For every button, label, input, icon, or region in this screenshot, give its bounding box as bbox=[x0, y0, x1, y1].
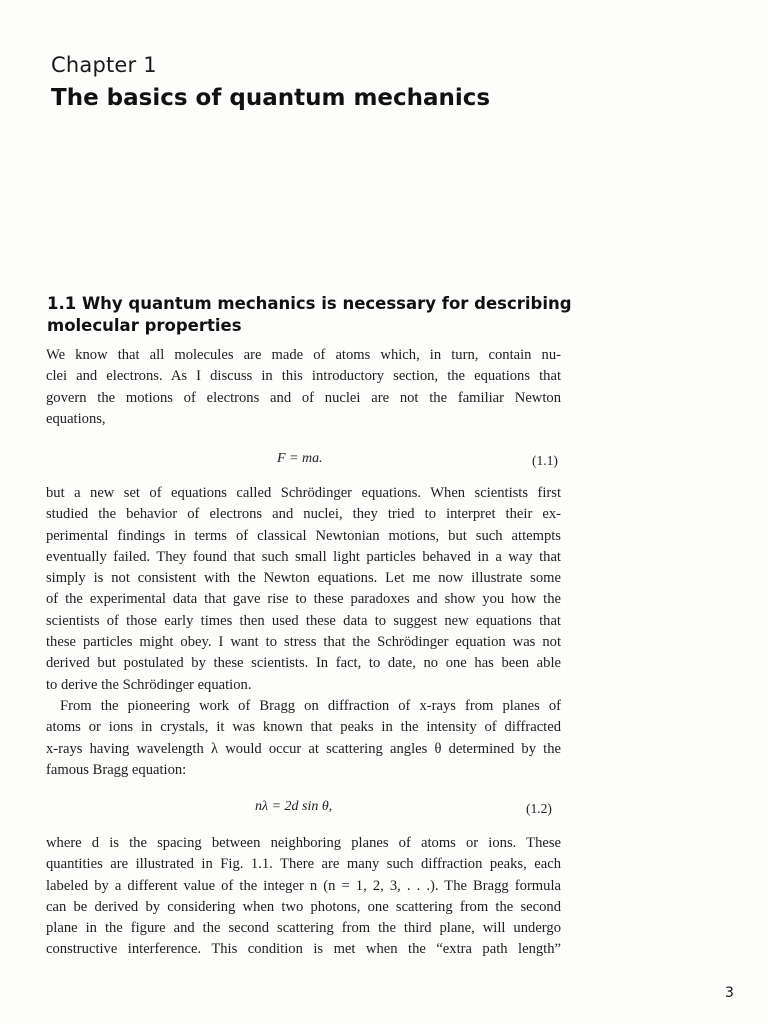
equation-1-1: F = ma. bbox=[277, 451, 323, 466]
equation-1-1-number: (1.1) bbox=[532, 453, 558, 468]
paragraph-line: but a new set of equations called Schrödinger equations. When scientists first bbox=[46, 485, 561, 501]
chapter-title: The basics of quantum mechanics bbox=[51, 85, 491, 111]
paragraph-3 bbox=[46, 696, 561, 781]
paragraph-line: to derive the Schrödinger equation. bbox=[46, 676, 252, 693]
paragraph-line: equations, bbox=[46, 410, 106, 427]
section-heading-line-2: molecular properties bbox=[47, 316, 242, 335]
paragraph-line: We know that all molecules are made of atoms which, in turn, contain nu- bbox=[46, 347, 561, 363]
paragraph-line: where d is the spacing between neighboring planes of atoms or ions. These bbox=[46, 835, 561, 851]
paragraph-line: constructive interference. This condition is met when the “extra path length” bbox=[46, 941, 561, 958]
paragraph-line: simply is not consistent with the Newton equations. Let me now illustrate some bbox=[46, 570, 561, 587]
paragraph-line: scientists of those early times then used these data to suggest new equations that bbox=[46, 612, 561, 629]
paragraph-line: can be derived by considering when two photons, one scattering from the second bbox=[46, 898, 561, 915]
paragraph-line: atoms or ions in crystals, it was known that peaks in the intensity of diffracted bbox=[46, 719, 561, 736]
paragraph-2 bbox=[46, 483, 561, 696]
section-heading bbox=[47, 293, 572, 337]
page-number: 3 bbox=[725, 985, 734, 1001]
paragraph-line: plane in the figure and the second scattering from the third plane, will undergo bbox=[46, 920, 561, 937]
paragraph-4 bbox=[46, 833, 561, 961]
paragraph-1 bbox=[46, 345, 561, 430]
paragraph-line: derived but postulated by these scientists. In fact, to date, no one has been able bbox=[46, 655, 561, 672]
paragraph-line: famous Bragg equation: bbox=[46, 761, 187, 778]
paragraph-line: clei and electrons. As I discuss in this introductory section, the equations that bbox=[46, 368, 561, 385]
paragraph-line: these particles might obey. I want to stress that the Schrödinger equation was not bbox=[46, 634, 561, 651]
paragraph-line: From the pioneering work of Bragg on diffraction of x-rays from planes of bbox=[60, 698, 561, 714]
paragraph-line: x-rays having wavelength λ would occur at scattering angles θ determined by the bbox=[46, 740, 561, 757]
paragraph-line: perimental findings in terms of classical Newtonian motions, but such attempts bbox=[46, 527, 561, 544]
paragraph-line: eventually failed. They found that such small light particles behaved in a way that bbox=[46, 548, 561, 565]
equation-1-2-number: (1.2) bbox=[526, 801, 552, 816]
paragraph-line: govern the motions of electrons and of nuclei are not the familiar Newton bbox=[46, 389, 561, 406]
chapter-label: Chapter 1 bbox=[51, 53, 157, 77]
equation-1-2: nλ = 2d sin θ, bbox=[255, 799, 333, 814]
paragraph-line: of the experimental data that gave rise to these paradoxes and show you how the bbox=[46, 591, 561, 608]
section-heading-line-1: 1.1 Why quantum mechanics is necessary for describing bbox=[47, 294, 572, 313]
paragraph-line: quantities are illustrated in Fig. 1.1. There are many such diffraction peaks, each bbox=[46, 856, 561, 873]
paragraph-line: labeled by a different value of the integer n (n = 1, 2, 3, . . .). The Bragg formula bbox=[46, 877, 561, 894]
paragraph-line: studied the behavior of electrons and nuclei, they tried to interpret their ex- bbox=[46, 506, 561, 523]
